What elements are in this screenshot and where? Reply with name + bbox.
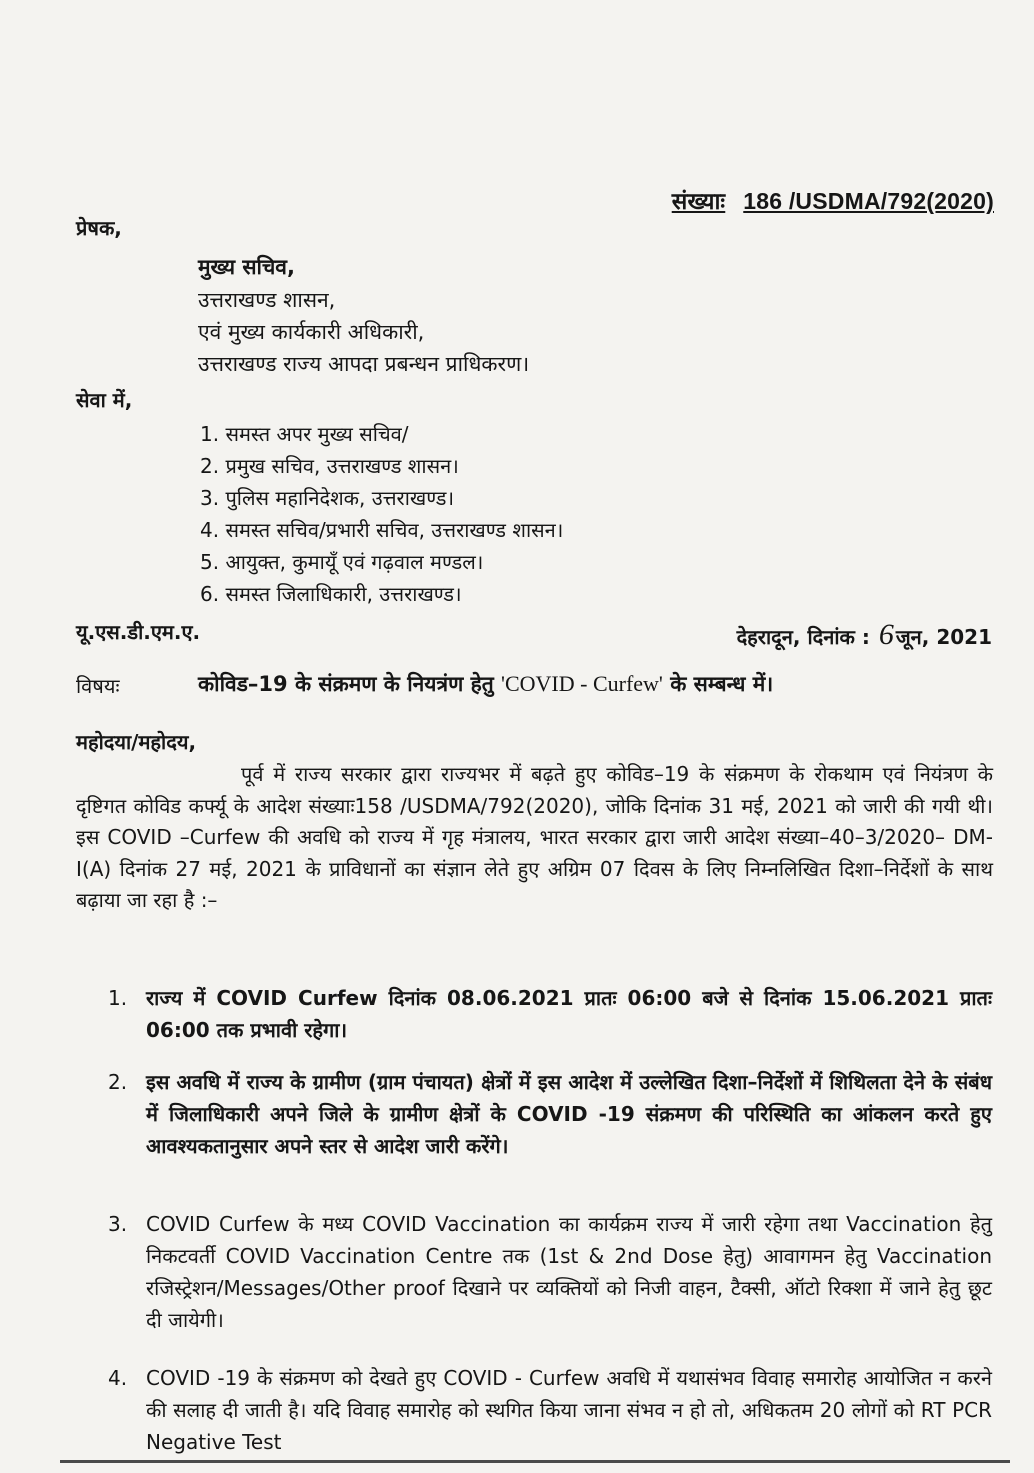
intro-paragraph: पूर्व में राज्य सरकार द्वारा राज्यभर में बढ़ते हुए कोविड–19 के संक्रमण के रोकथाम एवं नियंत्रण के दृष्टिगत कोविड कर्फ्यू के आदेश संख्याः158 /USDMA/792(2020), जोकि दिनांक 31 मई, 2021 को जारी की गयी थी। इस COVID –Curfew की अवधि को राज्य में गृह मंत्रालय, भारत सरकार द्वारा जारी आदेश संख्या–40–3/2020– DM-I(A) दिनांक 27 मई, 2021 के प्राविधानों का संज्ञान लेते हुए अग्रिम 07 दिवस के लिए निम्नलिखित दिशा–निर्देशों के साथ बढ़ाया जा रहा है :– <box>76 762 993 912</box>
office-code: यू.एस.डी.एम.ए. <box>76 620 201 644</box>
sender-line-3: उत्तराखण्ड राज्य आपदा प्रबन्धन प्राधिकरण। <box>198 352 530 376</box>
recipient-item: 1. समस्त अपर मुख्य सचिव/ <box>200 422 409 446</box>
point-item: 2. इस अवधि में राज्य के ग्रामीण (ग्राम पंचायत) क्षेत्रों में इस आदेश में उल्लेखित दिशा–निर्देशों में शिथिलता देने के संबंध में जिलाधिकारी अपने जिले के ग्रामीण क्षेत्रों के COVID -19 संक्रमण की परिस्थिति का आंकलन करते हुए आवश्यकतानुसार अपने स्तर से आदेश जारी करेंगे। <box>108 1070 992 1158</box>
recipient-item: 4. समस्त सचिव/प्रभारी सचिव, उत्तराखण्ड शासन। <box>200 518 564 542</box>
date-suffix: जून, 2021 <box>895 625 992 649</box>
recipient-item: 2. प्रमुख सचिव, उत्तराखण्ड शासन। <box>200 454 459 478</box>
sender-heading: प्रेषक, <box>76 216 122 240</box>
recipient-item: 5. आयुक्त, कुमायूँ एवं गढ़वाल मण्डल। <box>200 550 484 574</box>
subject-text: कोविड–19 के संक्रमण के नियत्रंण हेतु 'COVID - Curfew' के सम्बन्ध में। <box>198 671 774 696</box>
subject-label: विषयः <box>76 674 120 698</box>
reference-value: 186 /USDMA/792(2020) <box>743 188 994 214</box>
sender-line-1: उत्तराखण्ड शासन, <box>198 288 336 312</box>
reference-label: संख्याः <box>671 189 726 215</box>
recipient-item: 3. पुलिस महानिदेशक, उत्तराखण्ड। <box>200 486 455 510</box>
sender-name: मुख्य सचिव, <box>198 255 295 279</box>
page-bottom-rule <box>60 1460 1010 1463</box>
point-item: 1. राज्य में COVID Curfew दिनांक 08.06.2021 प्रातः 06:00 बजे से दिनांक 15.06.2021 प्रातः 06:00 तक प्रभावी रहेगा। <box>108 986 992 1042</box>
date-prefix: देहरादून, दिनांक : <box>736 625 870 649</box>
date-line <box>737 618 992 652</box>
salutation: महोदया/महोदय, <box>76 730 197 754</box>
reference-number <box>672 184 994 216</box>
date-day-handwritten: 6 <box>878 618 894 651</box>
sender-line-2: एवं मुख्य कार्यकारी अधिकारी, <box>198 320 425 344</box>
point-item: 4. COVID -19 के संक्रमण को देखते हुए COVID - Curfew अवधि में यथासंभव विवाह समारोह आयोजित न करने की सलाह दी जाती है। यदि विवाह समारोह को स्थगित किया जाना संभव न हो तो, अधिकतम 20 लोगों को RT PCR Negative Test <box>108 1366 992 1454</box>
recipients-heading: सेवा में, <box>76 388 133 412</box>
recipient-item: 6. समस्त जिलाधिकारी, उत्तराखण्ड। <box>200 582 462 606</box>
point-item: 3. COVID Curfew के मध्य COVID Vaccination का कार्यक्रम राज्य में जारी रहेगा तथा Vaccination हेतु निकटवर्ती COVID Vaccination Centre तक (1st & 2nd Dose हेतु) आवागमन हेतु Vaccination रजिस्ट्रेशन/Messages/Other proof दिखाने पर व्यक्तियों को निजी वाहन, टैक्सी, ऑटो रिक्शा में जाने हेतु छूट दी जायेगी। <box>108 1212 992 1332</box>
